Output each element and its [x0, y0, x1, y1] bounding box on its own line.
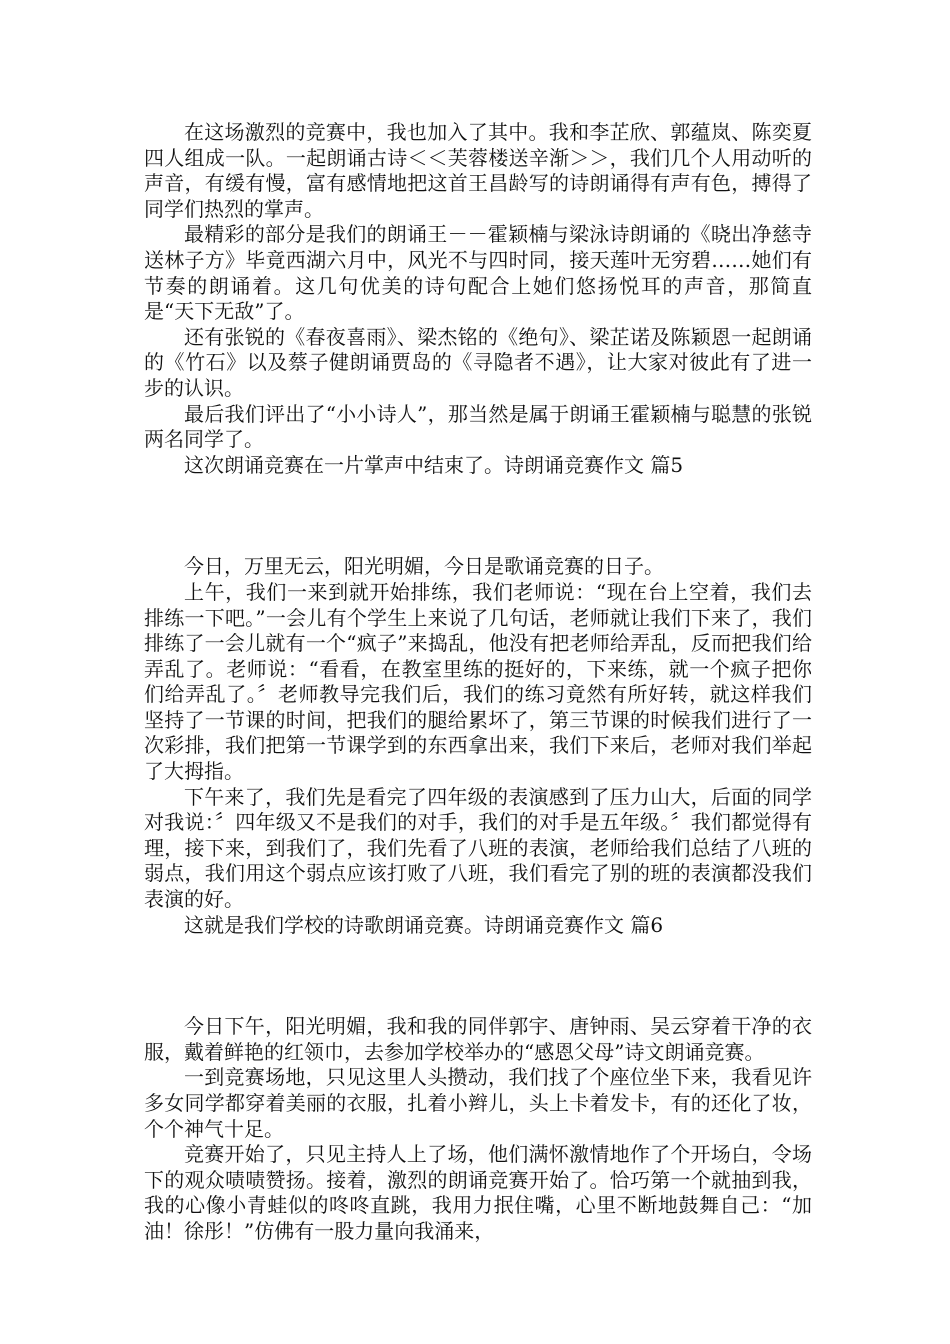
paragraph: 还有张锐的《春夜喜雨》、梁杰铭的《绝句》、梁芷诺及陈颖恩一起朗诵的《竹石》以及蔡子健朗诵贾岛的《寻隐者不遇》，让大家对彼此有了进一步的认识。	[144, 324, 812, 400]
paragraph: 上午，我们一来到就开始排练，我们老师说：“现在台上空着，我们去排练一下吧。”一会儿有个学生上来说了几句话，老师就让我们下来了，我们排练了一会儿就有一个“疯子”来捣乱，他没有把老师给弄乱，反而把我们给弄乱了。老师说：“看看，在教室里练的挺好的，下来练，就一个疯子把你们给弄乱了。〞老师教导完我们后，我们的练习竟然有所好转，就这样我们坚持了一节课的时间，把我们的腿给累坏了，第三节课的时候我们进行了一次彩排，我们把第一节课学到的东西拿出来，我们下来后，老师对我们举起了大拇指。	[144, 579, 812, 784]
section-2	[144, 554, 812, 938]
section-gap	[144, 938, 812, 1014]
paragraph: 竞赛开始了，只见主持人上了场，他们满怀激情地作了个开场白，令场下的观众啧啧赞扬。接着，激烈的朗诵竞赛开始了。恰巧第一个就抽到我，我的心像小青蛙似的咚咚直跳，我用力抿住嘴，心里不断地鼓舞自己：“加油！徐彤！”仿佛有一股力量向我涌来，	[144, 1142, 812, 1243]
paragraph: 一到竞赛场地，只见这里人头攒动，我们找了个座位坐下来，我看见许多女同学都穿着美丽的衣服，扎着小辫儿，头上卡着发卡，有的还化了妆，个个神气十足。	[144, 1065, 812, 1141]
paragraph: 最精彩的部分是我们的朗诵王－－霍颖楠与梁泳诗朗诵的《晓出净慈寺送林子方》毕竟西湖六月中，风光不与四时同，接天莲叶无穷碧……她们有节奏的朗诵着。这几句优美的诗句配合上她们悠扬悦耳的声音，那简直是“天下无敌”了。	[144, 222, 812, 324]
document-page	[144, 120, 812, 1245]
paragraph: 今日下午，阳光明媚，我和我的同伴郭宇、唐钟雨、吴云穿着干净的衣服，戴着鲜艳的红领巾，去参加学校举办的“感恩父母”诗文朗诵竞赛。	[144, 1014, 812, 1064]
paragraph: 在这场激烈的竞赛中，我也加入了其中。我和李芷欣、郭蕴岚、陈奕夏四人组成一队。一起朗诵古诗＜＜芙蓉楼送辛渐＞＞，我们几个人用动听的声音，有缓有慢，富有感情地把这首王昌龄写的诗朗诵得有声有色，搏得了同学们热烈的掌声。	[144, 120, 812, 221]
paragraph: 今日，万里无云，阳光明媚，今日是歌诵竞赛的日子。	[184, 554, 664, 579]
section-ending-heading: 这就是我们学校的诗歌朗诵竞赛。诗朗诵竞赛作文 篇6	[184, 912, 664, 937]
paragraph: 最后我们评出了“小小诗人”，那当然是属于朗诵王霍颖楠与聪慧的张锐两名同学了。	[144, 401, 812, 452]
section-1	[144, 120, 812, 478]
section-3	[144, 1014, 812, 1244]
paragraph: 下午来了，我们先是看完了四年级的表演感到了压力山大，后面的同学对我说：〞四年级又不是我们的对手，我们的对手是五年级。〞我们都觉得有理，接下来，到我们了，我们先看了八班的表演，老师给我们总结了八班的弱点，我们用这个弱点应该打败了八班，我们看完了别的班的表演都没我们表演的好。	[144, 784, 812, 912]
section-ending-heading: 这次朗诵竞赛在一片掌声中结束了。诗朗诵竞赛作文 篇5	[184, 452, 684, 477]
section-gap	[144, 478, 812, 554]
